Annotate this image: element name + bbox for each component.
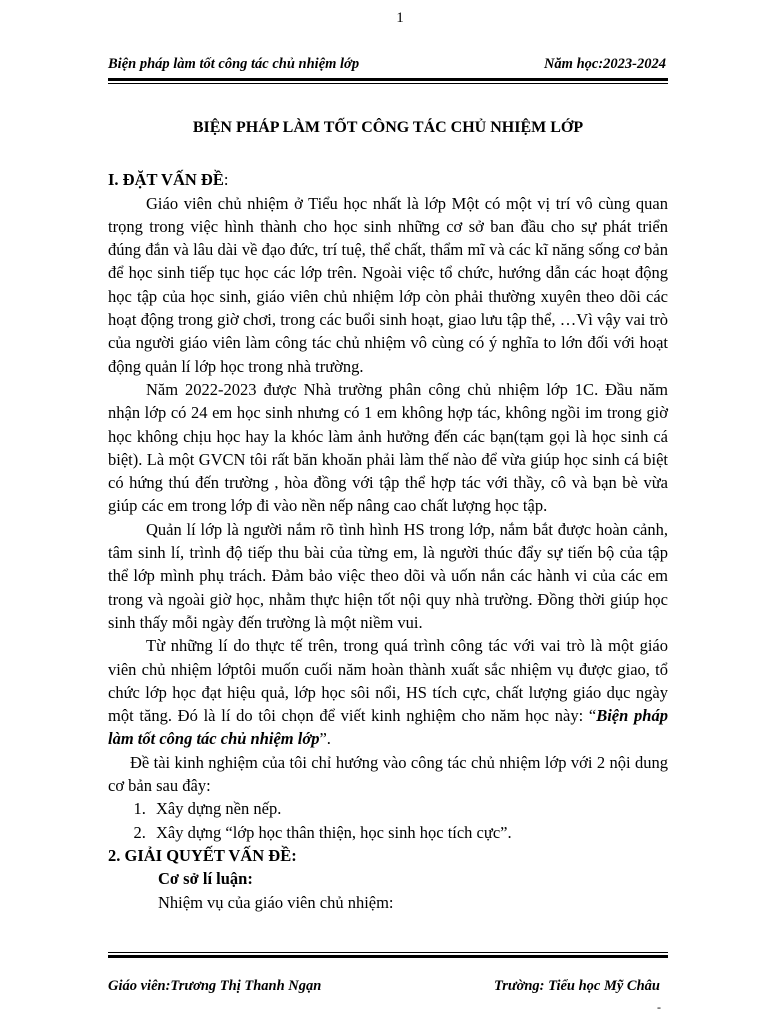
paragraph-2: Năm 2022-2023 được Nhà trường phân công chủ nhiệm lớp 1C. Đầu năm nhận lớp có 24 em học sinh nhưng có 1 em không hợp tác, không ngồi im trong giờ học không chịu học hay la khóc làm ảnh hưởng đến các bạn(tạm gọi là học sinh cá biệt). Là một GVCN tôi rất băn khoăn phải làm thế nào để vừa giúp học sinh cá biệt có hứng thú đến trường , hòa đồng với tập thể hợp tác với thầy, cô và bạn bè vừa giúp các em trong lớp đi vào nền nếp nâng cao chất lượng học tập. — [108, 379, 668, 516]
section-heading-1 — [108, 168, 668, 191]
document-body — [108, 116, 668, 914]
header-school-year: Năm học:2023-2024 — [543, 56, 666, 72]
sub-heading: Cơ sở lí luận: — [158, 869, 253, 889]
paragraph-4-end: ”. — [319, 729, 331, 749]
section-heading-2: 2. GIẢI QUYẾT VẤN ĐỀ: — [108, 845, 297, 865]
header-divider — [108, 78, 668, 84]
header-document-title: Biện pháp làm tốt công tác chủ nhiệm lớp — [108, 56, 360, 72]
body-line: Nhiệm vụ của giáo viên chủ nhiệm: — [158, 892, 394, 912]
page-number: 1 — [396, 10, 404, 26]
footer-dash: - — [657, 1000, 661, 1014]
paragraph-5: Đề tài kinh nghiệm của tôi chỉ hướng vào công tác chủ nhiệm lớp với 2 nội dung cơ bản sau đây: — [108, 752, 668, 796]
footer-school: Trường: Tiểu học Mỹ Châu — [493, 978, 660, 994]
document-title: BIỆN PHÁP LÀM TỐT CÔNG TÁC CHỦ NHIỆM LỚP — [192, 119, 584, 136]
section-heading-1-text: I. ĐẶT VẤN ĐỀ — [108, 170, 224, 190]
page-header — [108, 56, 666, 73]
paragraph-3: Quản lí lớp là người nắm rõ tình hình HS trong lớp, nắm bắt được hoàn cảnh, tâm sinh lí, trình độ tiếp thu bài của từng em, là người thúc đẩy sự tiến bộ của tập thể lớp mình phụ trách. Đảm bảo việc theo dõi và uốn nắn các hành vi của các em trong và ngoài giờ học, nhằm thực hiện tốt nội quy nhà trường. Đồng thời giúp học sinh thấy mỗi ngày đến trường là một niềm vui. — [108, 519, 668, 632]
paragraph-1: Giáo viên chủ nhiệm ở Tiểu học nhất là lớp Một có một vị trí vô cùng quan trọng trong việc hình thành cho học sinh những cơ sở ban đầu cho sự phát triển đúng đắn và lâu dài về đạo đức, trí tuệ, thể chất, thẩm mĩ và các kĩ năng sống cơ bản để học sinh tiếp tục học các lớp trên. Ngoài việc tổ chức, hướng dẫn các hoạt động học tập của học sinh, giáo viên chủ nhiệm lớp còn phải thường xuyên theo dõi các hoạt động trong giờ chơi, trong các buổi sinh hoạt, giao lưu tập thể, …Vì vậy vai trò của người giáo viên làm công tác chủ nhiệm vô cùng có ý nghĩa to lớn đối với hoạt động quản lí lớp học trong nhà trường. — [108, 193, 668, 376]
paragraph-4-text: Từ những lí do thực tế trên, trong quá trình công tác với vai trò là một giáo viên chủ nhiệm lớptôi muốn cuối năm hoàn thành xuất sắc nhiệm vụ được giao, tổ chức lớp học đạt hiệu quả, lớp học sôi nổi, HS tích cực, chất lượng giáo dục ngày một tăng. Đó là lí do tôi chọn để viết kinh nghiệm cho năm học này: “ — [108, 636, 668, 726]
footer-divider — [108, 952, 668, 958]
page-footer — [108, 978, 660, 995]
paragraph-4 — [108, 634, 668, 750]
section-heading-1-colon: : — [223, 170, 229, 190]
list-item: 1. Xây dựng nền nếp. — [150, 797, 668, 820]
list-item: 2. Xây dựng “lớp học thân thiện, học sinh học tích cực”. — [150, 821, 668, 844]
footer-teacher: Giáo viên:Trương Thị Thanh Ngạn — [108, 978, 322, 994]
content-list — [108, 797, 668, 844]
paragraph-4-emphasis: Biện pháp làm tốt công tác chủ nhiệm lớp — [108, 706, 668, 749]
